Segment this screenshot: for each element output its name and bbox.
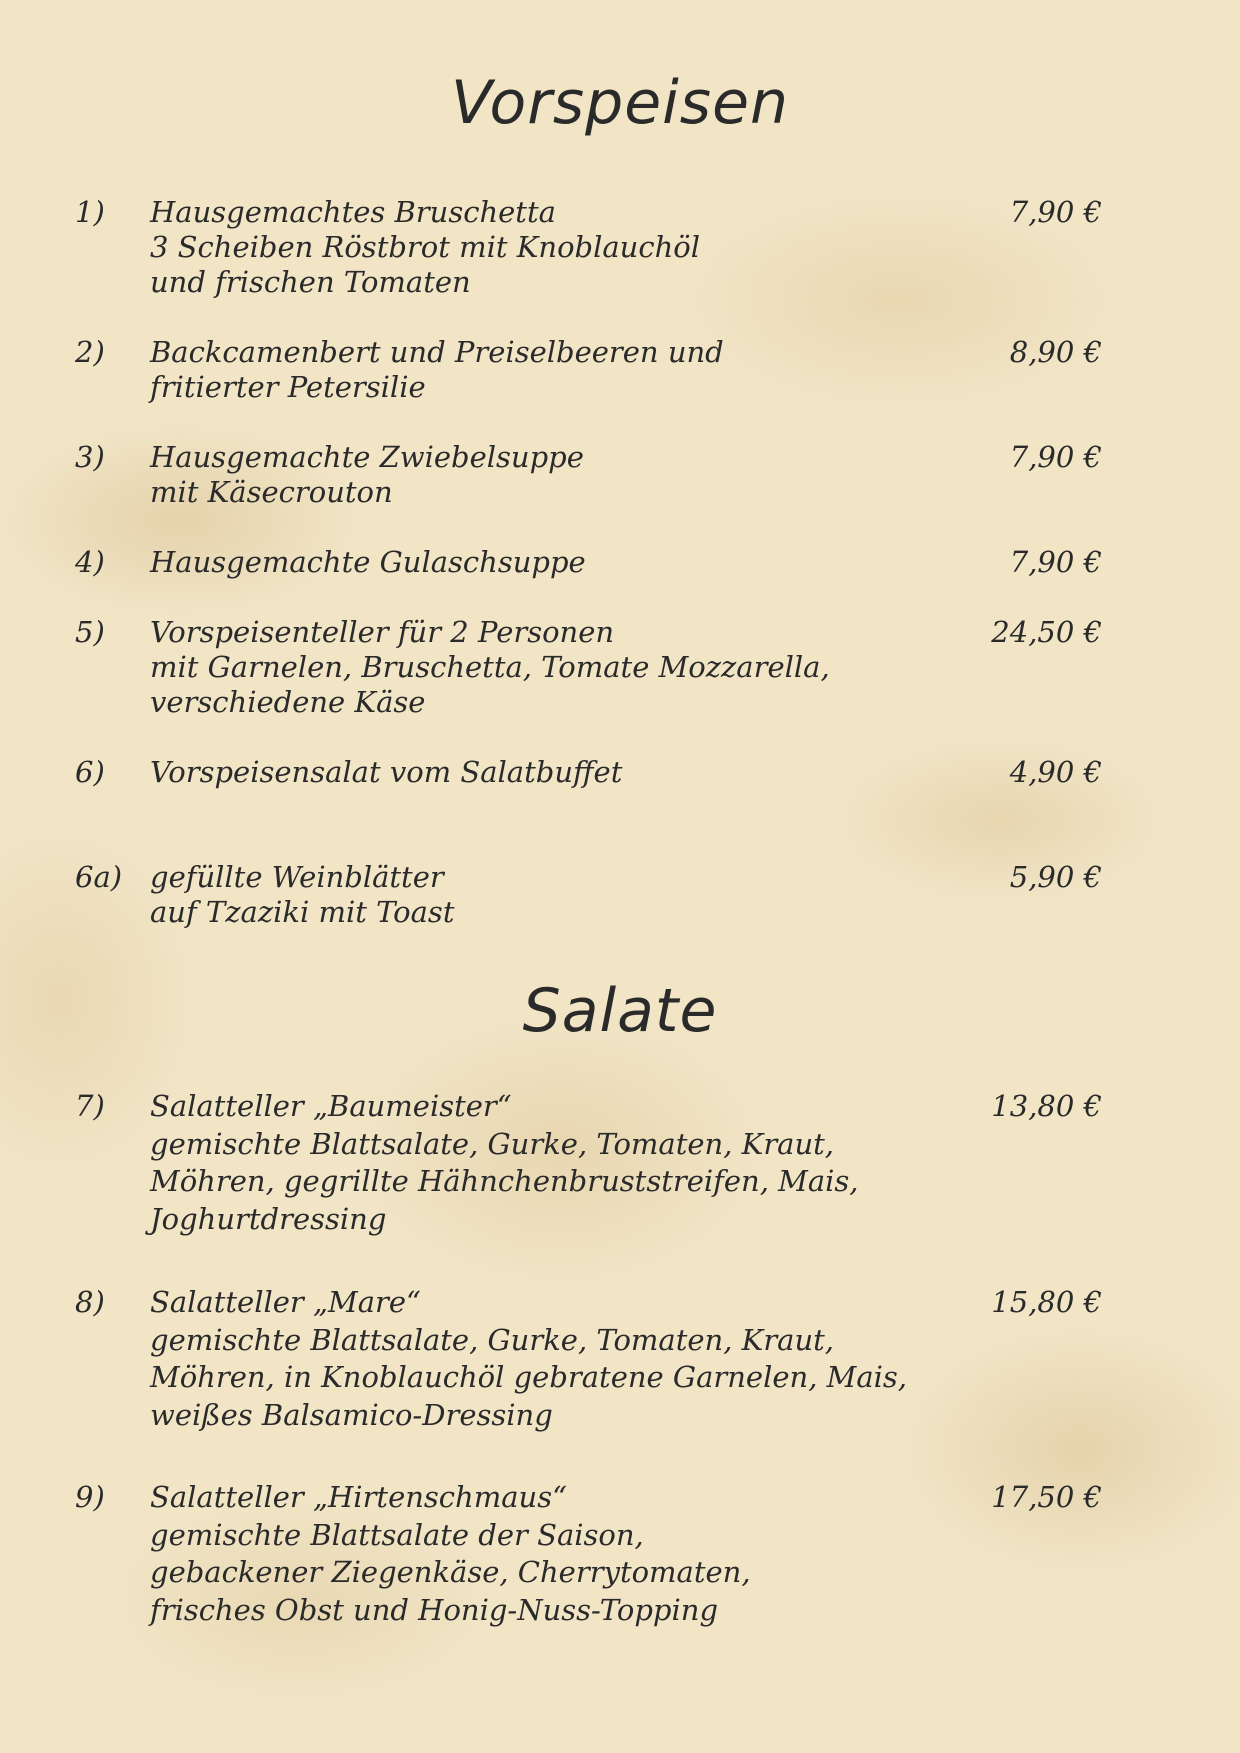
item-description-line: und frischen Tomaten xyxy=(150,265,471,299)
item-description-line: 3 Scheiben Röstbrot mit Knoblauchöl xyxy=(150,230,701,264)
item-price: 7,90 € xyxy=(1009,545,1102,579)
item-price: 15,80 € xyxy=(991,1285,1102,1319)
item-name: Backcamenbert und Preiselbeeren und xyxy=(150,335,724,369)
item-number: 8) xyxy=(75,1285,105,1319)
item-number: 6a) xyxy=(75,860,123,894)
item-price: 17,50 € xyxy=(991,1480,1102,1514)
item-number: 5) xyxy=(75,615,105,649)
section-title-salate: Salate xyxy=(522,976,718,1046)
item-number: 1) xyxy=(75,195,105,229)
item-number: 4) xyxy=(75,545,105,579)
item-description-line: Möhren, in Knoblauchöl gebratene Garnelen, Mais, xyxy=(150,1360,908,1394)
item-name: Vorspeisenteller für 2 Personen xyxy=(150,615,615,649)
item-description-line: gemischte Blattsalate, Gurke, Tomaten, Kraut, xyxy=(150,1322,835,1357)
item-price: 4,90 € xyxy=(1009,755,1102,789)
item-description-line: auf Tzaziki mit Toast xyxy=(150,895,455,929)
item-number: 6) xyxy=(75,755,105,789)
item-name: Salatteller „Hirtenschmaus“ xyxy=(150,1480,567,1514)
item-description-line: mit Käsecrouton xyxy=(150,475,393,509)
item-price: 13,80 € xyxy=(991,1089,1102,1123)
item-number: 9) xyxy=(75,1480,105,1514)
item-description-line: mit Garnelen, Bruschetta, Tomate Mozzarella, xyxy=(150,650,830,684)
item-number: 3) xyxy=(75,440,105,474)
item-price: 7,90 € xyxy=(1009,195,1102,229)
item-price: 7,90 € xyxy=(1009,440,1102,474)
item-description-line: Möhren, gegrillte Hähnchenbruststreifen, Mais, xyxy=(150,1164,859,1198)
item-price: 8,90 € xyxy=(1009,335,1102,369)
item-description-line: verschiedene Käse xyxy=(150,685,426,719)
item-description-line: fritierter Petersilie xyxy=(150,370,426,404)
item-description-line: frisches Obst und Honig-Nuss-Topping xyxy=(150,1592,719,1627)
item-number: 2) xyxy=(75,335,105,369)
item-name: gefüllte Weinblätter xyxy=(150,860,444,894)
item-name: Salatteller „Mare“ xyxy=(150,1285,421,1319)
item-description-line: gemischte Blattsalate der Saison, xyxy=(150,1517,644,1552)
item-price: 5,90 € xyxy=(1009,860,1102,894)
item-name: Salatteller „Baumeister“ xyxy=(150,1089,512,1123)
item-description-line: Joghurtdressing xyxy=(150,1201,387,1236)
item-name: Hausgemachte Zwiebelsuppe xyxy=(150,440,584,474)
section-title-vorspeisen: Vorspeisen xyxy=(450,68,790,138)
item-price: 24,50 € xyxy=(991,615,1102,649)
item-number: 7) xyxy=(75,1089,105,1123)
item-name: Hausgemachtes Bruschetta xyxy=(150,195,556,229)
item-description-line: gemischte Blattsalate, Gurke, Tomaten, Kraut, xyxy=(150,1126,835,1161)
item-name: Hausgemachte Gulaschsuppe xyxy=(150,545,586,579)
item-description-line: weißes Balsamico-Dressing xyxy=(150,1397,553,1432)
item-name: Vorspeisensalat vom Salatbuffet xyxy=(150,755,623,789)
item-description-line: gebackener Ziegenkäse, Cherrytomaten, xyxy=(150,1555,751,1589)
